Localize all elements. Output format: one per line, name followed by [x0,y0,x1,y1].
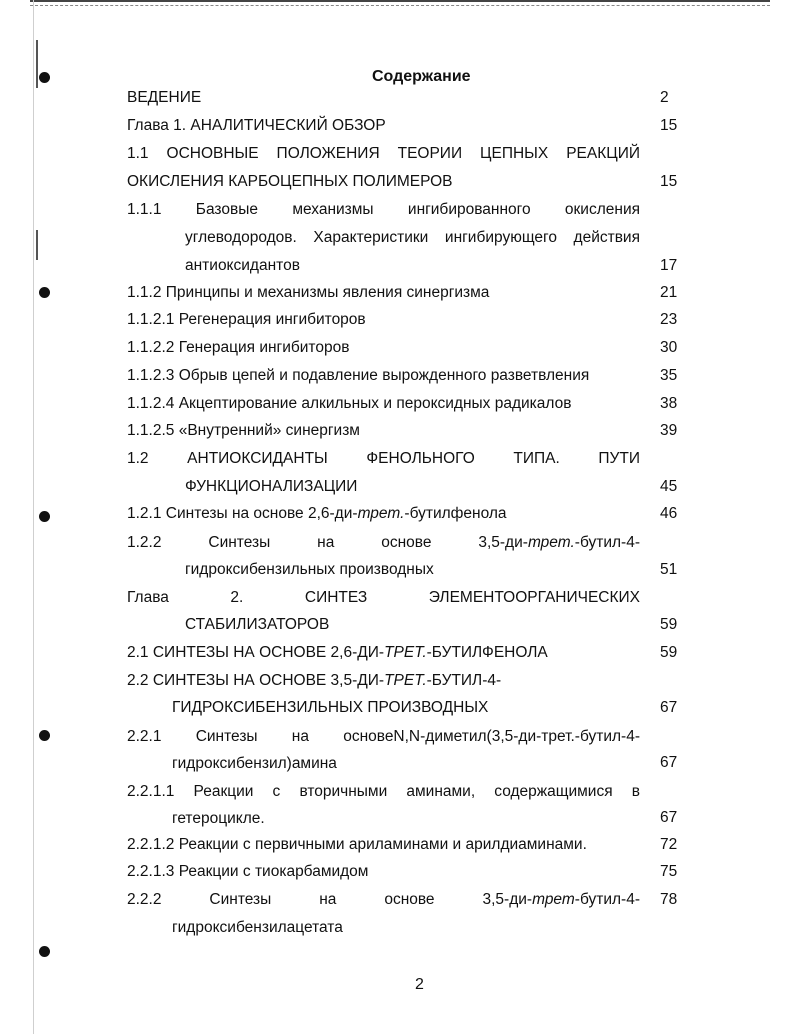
punch-hole-icon [39,72,50,83]
toc-entry-page: 75 [660,863,678,880]
scan-mark [36,40,38,88]
toc-entry-text: ОКИСЛЕНИЯ КАРБОЦЕПНЫХ ПОЛИМЕРОВ [127,173,453,190]
toc-entry-page: 51 [660,561,678,578]
toc-entry-text: Глава 1. АНАЛИТИЧЕСКИЙ ОБЗОР [127,117,386,134]
toc-entry-text: 2.2.1.1 Реакции с вторичными аминами, содержащимися в [127,783,640,800]
toc-entry-text: углеводородов. Характеристики ингибирующего действия [185,229,640,246]
toc-entry-page: 39 [660,422,678,439]
toc-entry-page: 67 [660,809,678,826]
toc-entry-text: 1.1.2.1 Регенерация ингибиторов [127,311,366,328]
toc-entry-text: гидроксибензильных производных [185,561,434,578]
toc-entry-page: 45 [660,478,678,495]
toc-entry-page: 15 [660,173,678,190]
toc-entry-text: 1.1 ОСНОВНЫЕ ПОЛОЖЕНИЯ ТЕОРИИ ЦЕПНЫХ РЕАКЦИЙ [127,145,640,162]
toc-entry-text: 2.2.1.3 Реакции с тиокарбамидом [127,863,369,880]
toc-entry-text: гидроксибензил)амина [172,755,337,772]
toc-entry-text: 1.1.1 Базовые механизмы ингибированного окисления [127,201,640,218]
toc-entry-page: 46 [660,505,678,522]
punch-hole-icon [39,946,50,957]
toc-entry-text: антиоксидантов [185,257,300,274]
toc-entry-text: ФУНКЦИОНАЛИЗАЦИИ [185,478,358,495]
toc-entry-page: 38 [660,395,678,412]
punch-hole-icon [39,511,50,522]
toc-entry-text: 1.2.2 Синтезы на основе 3,5-ди-трет.-бутил-4- [127,534,640,551]
toc-entry-text: гидроксибензилацетата [172,919,343,936]
toc-entry-page: 17 [660,257,678,274]
toc-entry-text: 1.1.2.2 Генерация ингибиторов [127,339,350,356]
toc-entry-text: 1.1.2.5 «Внутренний» синергизм [127,422,360,439]
toc-entry-text: 1.2 АНТИОКСИДАНТЫ ФЕНОЛЬНОГО ТИПА. ПУТИ [127,450,640,467]
footer-page-number: 2 [415,976,424,993]
toc-entry-page: 2 [660,89,669,106]
toc-entry-text: гетероцикле. [172,810,265,827]
toc-entry-page: 59 [660,616,678,633]
punch-hole-icon [39,287,50,298]
toc-entry-text: 2.2.2 Синтезы на основе 3,5-ди-трет-бутил-4- [127,891,640,908]
toc-entry-page: 59 [660,644,678,661]
toc-entry-page: 78 [660,891,678,908]
toc-entry-page: 72 [660,836,678,853]
scan-left-edge [33,0,34,1034]
toc-entry-page: 35 [660,367,678,384]
toc-entry-page: 67 [660,754,678,771]
punch-hole-icon [39,730,50,741]
toc-entry-text: ВЕДЕНИЕ [127,89,202,106]
toc-entry-page: 23 [660,311,678,328]
toc-entry-page: 67 [660,699,678,716]
page-title: Содержание [372,68,471,85]
toc-entry-text: 1.2.1 Синтезы на основе 2,6-ди-трет.-бутилфенола [127,505,507,522]
toc-entry-text: 2.2.1.2 Реакции с первичными ариламинами и арилдиаминами. [127,836,587,853]
scan-mark [36,230,38,260]
toc-entry-text: 2.2 СИНТЕЗЫ НА ОСНОВЕ 3,5-ДИ-ТРЕТ.-БУТИЛ-4- [127,672,502,689]
toc-entry-page: 30 [660,339,678,356]
toc-entry-text: 1.1.2.4 Акцептирование алкильных и пероксидных радикалов [127,395,572,412]
toc-entry-text: 1.1.2 Принципы и механизмы явления синергизма [127,284,490,301]
toc-entry-text: СТАБИЛИЗАТОРОВ [185,616,330,633]
toc-entry-text: ГИДРОКСИБЕНЗИЛЬНЫХ ПРОИЗВОДНЫХ [172,699,489,716]
toc-entry-text: 2.2.1 Синтезы на основеN,N-диметил(3,5-ди-трет.-бутил-4- [127,728,640,745]
toc-entry-text: 1.1.2.3 Обрыв цепей и подавление вырожденного разветвления [127,367,590,384]
toc-entry-page: 21 [660,284,678,301]
toc-entry-page: 15 [660,117,678,134]
toc-entry-text: Глава 2. СИНТЕЗ ЭЛЕМЕНТООРГАНИЧЕСКИХ [127,589,640,606]
toc-entry-text: 2.1 СИНТЕЗЫ НА ОСНОВЕ 2,6-ДИ-ТРЕТ.-БУТИЛФЕНОЛА [127,644,548,661]
scan-top-edge [30,0,770,6]
